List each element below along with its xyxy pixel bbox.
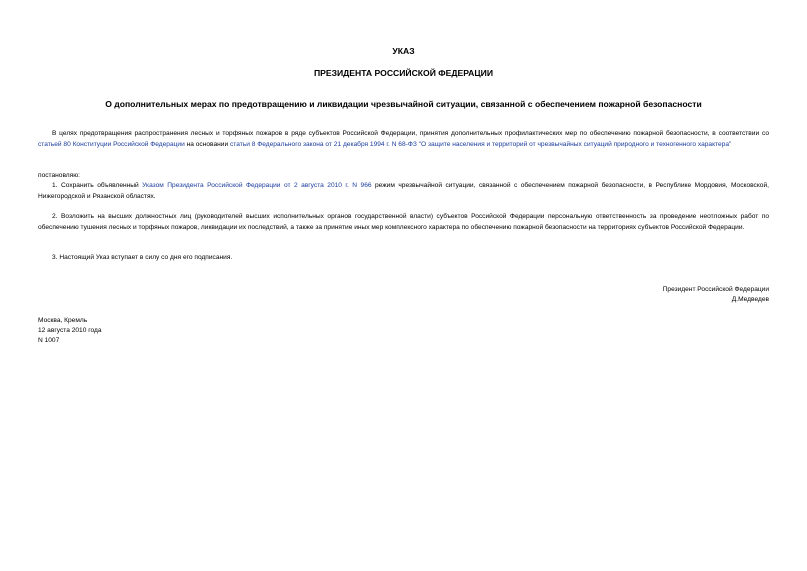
federal-law-link[interactable]: статьи 8 Федерального закона от 21 декабря 1994 г. N 68-ФЗ "О защите населения и территорий от чрезвычайных ситуаций природного и техногенного характера" bbox=[229, 140, 732, 148]
preamble-paragraph bbox=[38, 129, 769, 150]
item-1-paragraph bbox=[38, 181, 769, 202]
item-2-paragraph: 2. Возложить на высших должностных лиц (руководителей высших исполнительных органов государственной власти) субъектов Российской Федерации персональную ответственность за проведение неотложных работ по обеспечению тушения лесных и торфяных пожаров, ликвидации их последствий, а также за принятие иных мер комплексного характера по обеспечению пожарной безопасности на территориях субъектов Российской Федерации. bbox=[38, 213, 769, 231]
signatory-name: Д.Медведев bbox=[731, 296, 769, 303]
constitution-article-link[interactable]: статьей 80 Конституции Российской Федерации bbox=[38, 140, 185, 148]
preamble-text-1: В целях предотвращения распространения лесных и торфяных пожаров в ряде субъектов Российской Федерации, принятия дополнительных профилактических мер по обеспечению пожарной безопасности, в соответствии со bbox=[52, 130, 769, 137]
document-page bbox=[38, 0, 769, 571]
document-subject-title: О дополнительных мерах по предотвращению и ликвидации чрезвычайной ситуации, связанной с обеспечением пожарной безопасности bbox=[105, 99, 702, 109]
item-3-paragraph: 3. Настоящий Указ вступает в силу со дня его подписания. bbox=[52, 254, 233, 261]
signing-date: 12 августа 2010 года bbox=[38, 327, 102, 334]
preamble-text-2: на основании bbox=[184, 140, 230, 148]
decree-966-link[interactable]: Указом Президента Российской Федерации от 2 августа 2010 г. N 966 bbox=[142, 182, 372, 189]
signing-place: Москва, Кремль bbox=[38, 317, 88, 324]
signatory-position: Президент Российской Федерации bbox=[662, 286, 769, 293]
document-number: N 1007 bbox=[38, 337, 60, 344]
item-1-text-2: режим чрезвычайной ситуации, связанной с обеспечением пожарной безопасности, в Республике Мордовия, Московской, Нижегородской и Рязанской областях. bbox=[38, 182, 769, 200]
item-1-text-1: 1. Сохранить объявленный bbox=[52, 182, 143, 189]
document-type-title: УКАЗ bbox=[392, 46, 415, 56]
resolved-text: постановляю: bbox=[38, 172, 81, 179]
issuer-title: ПРЕЗИДЕНТА РОССИЙСКОЙ ФЕДЕРАЦИИ bbox=[313, 68, 494, 78]
